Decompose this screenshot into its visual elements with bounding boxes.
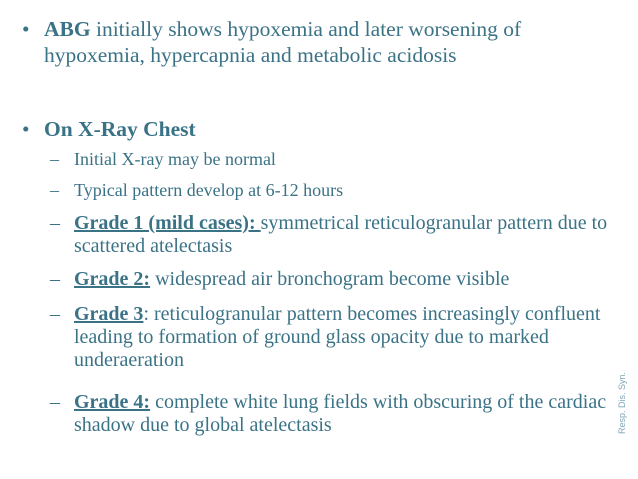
sub-item-text bbox=[74, 268, 618, 291]
grade-2-description: widespread air bronchogram become visible bbox=[150, 268, 510, 290]
sub-item-text bbox=[74, 212, 618, 258]
sub-item-text: Typical pattern develop at 6-12 hours bbox=[74, 180, 344, 200]
grade-3-label: Grade 3 bbox=[74, 303, 144, 325]
dash-marker: – bbox=[50, 391, 60, 413]
grade-2-label: Grade 2: bbox=[74, 268, 151, 290]
sub-item-initial bbox=[50, 148, 618, 170]
bullet-xray bbox=[22, 116, 612, 142]
sub-item-grade-3 bbox=[50, 303, 618, 372]
slide-side-caption: Resp. Dis. Syn. bbox=[617, 372, 627, 435]
grade-4-description: complete white lung fields with obscuring of the cardiac shadow due to global atelectasis bbox=[74, 391, 607, 436]
sub-item-typical bbox=[50, 179, 618, 201]
dash-marker: – bbox=[50, 268, 60, 290]
sub-item-text bbox=[74, 303, 618, 372]
grade-4-label: Grade 4: bbox=[74, 391, 151, 413]
grade-1-label: Grade 1 (mild cases): bbox=[74, 212, 261, 234]
abg-description: initially shows hypoxemia and later worsening of hypoxemia, hypercapnia and metabolic acidosis bbox=[44, 17, 522, 67]
sub-item-grade-2 bbox=[50, 268, 618, 291]
dash-marker: – bbox=[50, 303, 60, 325]
dash-marker: – bbox=[50, 212, 60, 234]
grade-3-description: : reticulogranular pattern becomes increasingly confluent leading to formation of ground glass opacity due to marked underaeration bbox=[74, 303, 601, 371]
dash-marker: – bbox=[50, 180, 59, 200]
grade-1-description: symmetrical reticulogranular pattern due to scattered atelectasis bbox=[74, 212, 608, 257]
sub-item-grade-1 bbox=[50, 212, 618, 258]
bullet-abg-text bbox=[44, 16, 612, 68]
sub-item-grade-4 bbox=[50, 391, 618, 437]
bullet-abg bbox=[22, 16, 612, 68]
bullet-marker: • bbox=[22, 117, 30, 141]
xray-heading: On X-Ray Chest bbox=[44, 117, 196, 141]
dash-marker: – bbox=[50, 149, 59, 169]
sub-item-text bbox=[74, 391, 618, 437]
abg-term: ABG bbox=[44, 17, 91, 41]
bullet-marker: • bbox=[22, 17, 30, 41]
sub-item-text: Initial X-ray may be normal bbox=[74, 149, 276, 169]
